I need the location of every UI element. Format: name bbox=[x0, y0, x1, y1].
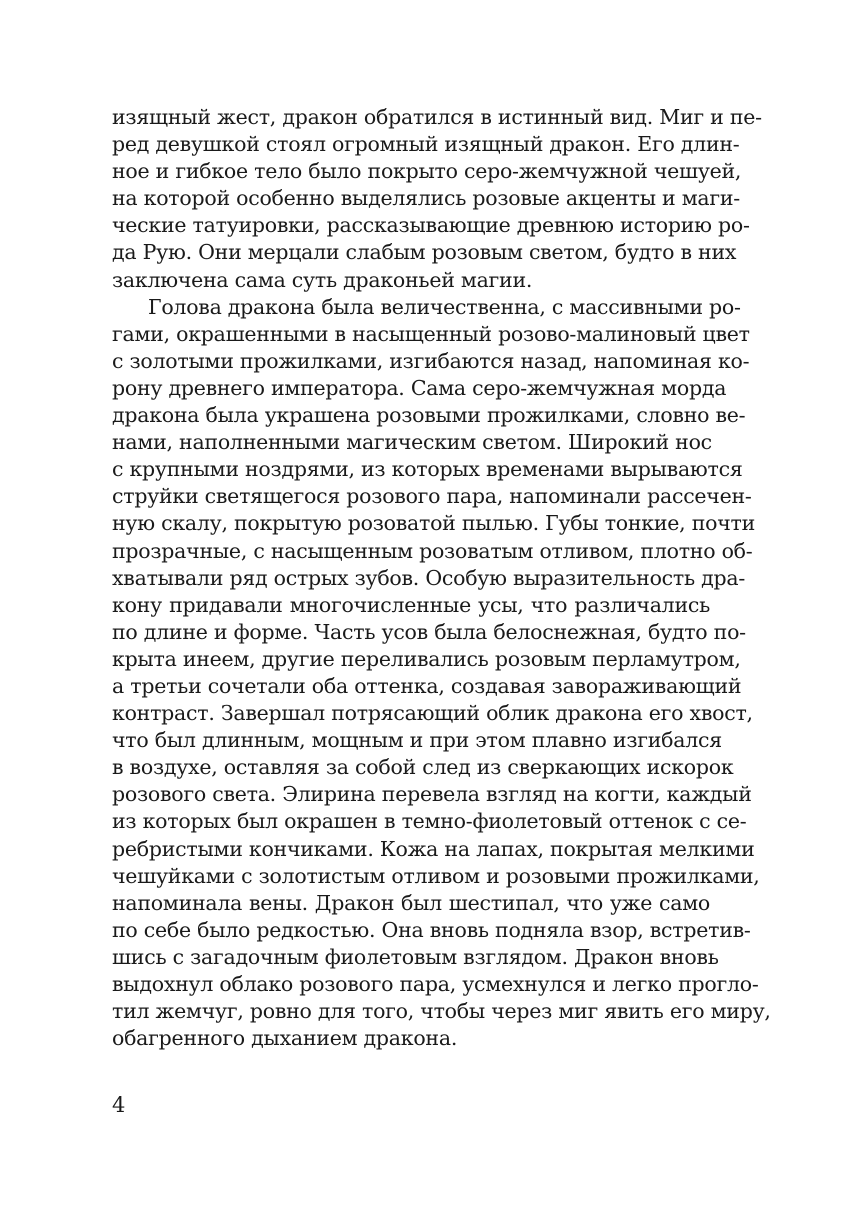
text-line: крыта инеем, другие переливались розовым перламутром, bbox=[112, 646, 741, 671]
text-line: обагренного дыханием дракона. bbox=[112, 1026, 458, 1051]
text-line: заключена сама суть драконьей магии. bbox=[112, 267, 533, 292]
text-line: что был длинным, мощным и при этом плавно изгибался bbox=[112, 728, 722, 753]
text-line: из которых был окрашен в темно-фиолетовый оттенок с се- bbox=[112, 809, 747, 834]
text-line: гами, окрашенными в насыщенный розово-малиновый цвет bbox=[112, 321, 750, 346]
text-line: по себе было редкостью. Она вновь подняла взор, встретив- bbox=[112, 917, 751, 942]
text-line: по длине и форме. Часть усов была белоснежная, будто по- bbox=[112, 619, 746, 644]
text-line: рону древнего императора. Сама серо-жемчужная морда bbox=[112, 375, 727, 400]
text-line: напоминала вены. Дракон был шестипал, что уже само bbox=[112, 890, 710, 915]
text-line: струйки светящегося розового пара, напоминали рассечен- bbox=[112, 484, 752, 509]
text-line: нами, наполненными магическим светом. Широкий нос bbox=[112, 430, 712, 455]
text-line: с золотыми прожилками, изгибаются назад, напоминая ко- bbox=[112, 348, 750, 373]
text-line: дракона была украшена розовыми прожилками, словно ве- bbox=[112, 403, 746, 428]
text-line: ную скалу, покрытую розоватой пылью. Губы тонкие, почти bbox=[112, 511, 756, 536]
text-line: а третьи сочетали оба оттенка, создавая завораживающий bbox=[112, 673, 742, 698]
text-line: выдохнул облако розового пара, усмехнулся и легко прогло- bbox=[112, 972, 759, 996]
text-line: ребристыми кончиками. Кожа на лапах, покрытая мелкими bbox=[112, 836, 755, 861]
text-line: розового света. Элирина перевела взгляд на когти, каждый bbox=[112, 782, 752, 807]
text-line: на которой особенно выделялись розовые акценты и маги- bbox=[112, 186, 740, 211]
text-line: тил жемчуг, ровно для того, чтобы через миг явить его миру, bbox=[112, 999, 771, 1024]
text-line: в воздухе, оставляя за собой след из сверкающих искорок bbox=[112, 755, 734, 780]
text-line: шись с загадочным фиолетовым взглядом. Дракон вновь bbox=[112, 944, 719, 969]
text-line: изящный жест, дракон обратился в истинный вид. Миг и пе- bbox=[112, 105, 762, 129]
text-line: хватывали ряд острых зубов. Особую выразительность дра- bbox=[112, 565, 746, 590]
text-line: прозрачные, с насыщенным розоватым отливом, плотно об- bbox=[112, 538, 753, 563]
text-line: ред девушкой стоял огромный изящный дракон. Его длин- bbox=[112, 132, 740, 157]
text-line: ческие татуировки, рассказывающие древнюю историю ро- bbox=[112, 213, 750, 238]
text-line: да Рую. Они мерцали слабым розовым светом, будто в них bbox=[112, 240, 737, 265]
text-line: контраст. Завершал потрясающий облик дракона его хвост, bbox=[112, 701, 753, 726]
text-line: ное и гибкое тело было покрыто серо-жемчужной чешуей, bbox=[112, 159, 742, 184]
text-line: чешуйками с золотистым отливом и розовыми прожилками, bbox=[112, 863, 760, 888]
text-line: Голова дракона была величественна, с массивными ро- bbox=[148, 294, 741, 319]
text-line: с крупными ноздрями, из которых временами вырываются bbox=[112, 457, 743, 482]
text-line: кону придавали многочисленные усы, что различались bbox=[112, 592, 710, 617]
body-text bbox=[112, 104, 771, 1052]
page-number: 4 bbox=[112, 1093, 126, 1117]
